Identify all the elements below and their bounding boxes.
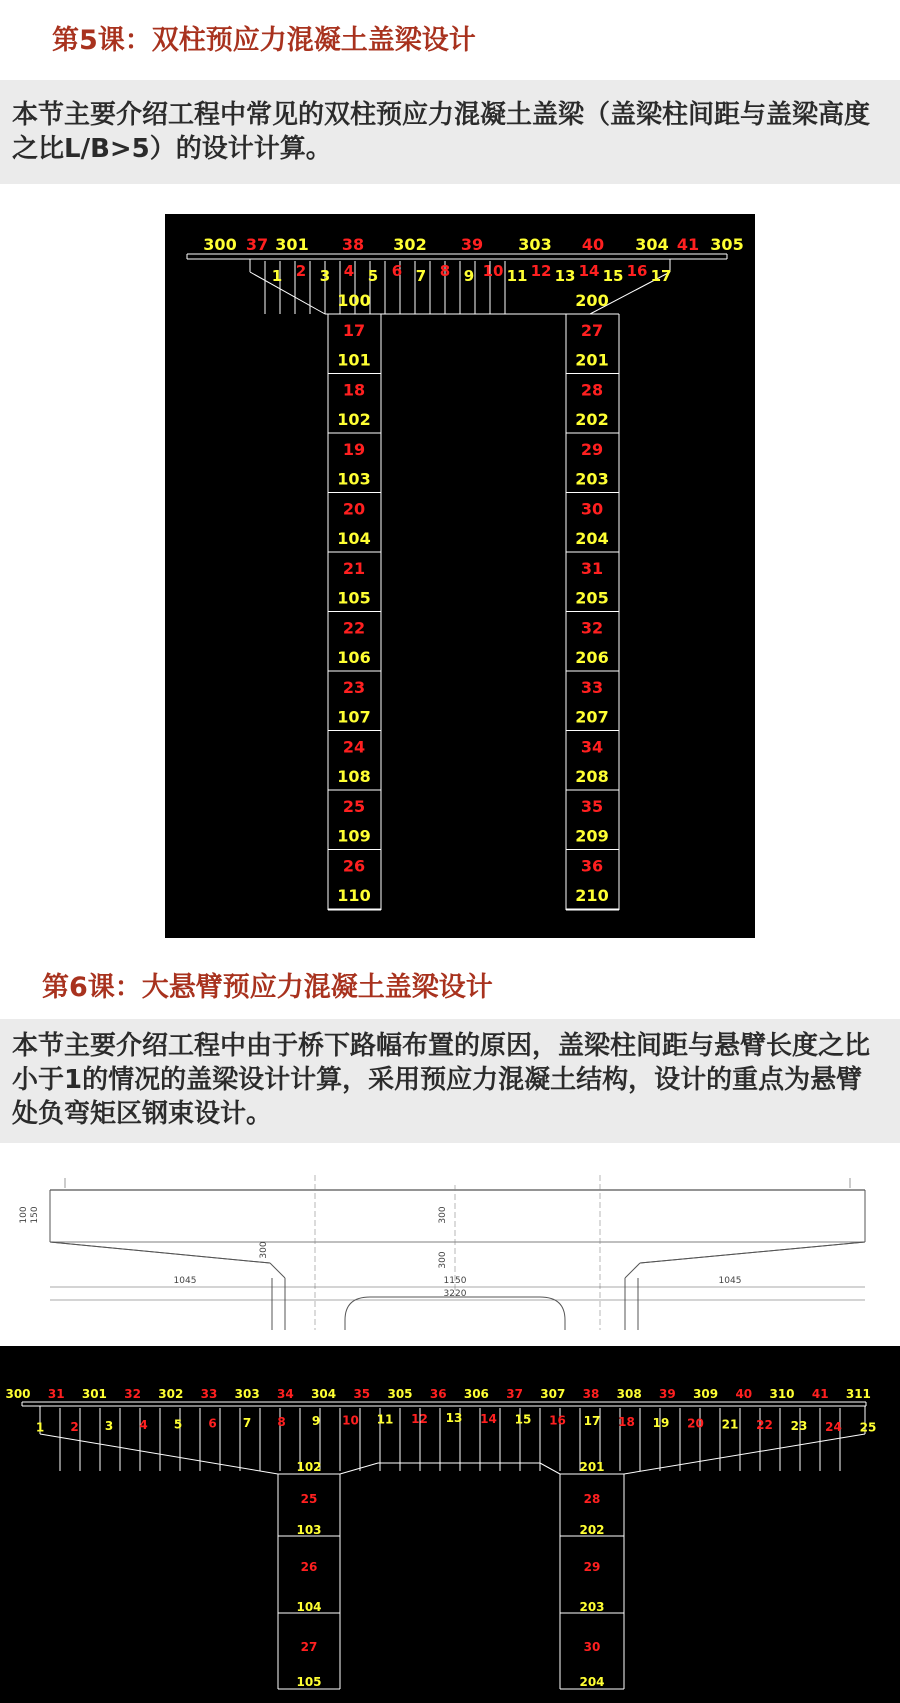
column-element-label: 25	[300, 1492, 318, 1506]
column-node-label: 207	[575, 707, 609, 727]
top-node-label: 310	[769, 1387, 795, 1401]
column-element-label: 35	[580, 797, 604, 816]
top-node-label: 300	[203, 235, 237, 254]
top-node-label: 41	[676, 235, 700, 254]
column-node-label: 209	[575, 826, 609, 846]
column-element-label: 27	[580, 321, 604, 340]
column-element-label: 30	[583, 1640, 601, 1654]
top-node-label: 35	[353, 1387, 371, 1401]
beam-element-label: 15	[602, 267, 624, 285]
column-element-label: 28	[583, 1492, 601, 1506]
beam-element-label: 19	[652, 1415, 670, 1430]
beam-element-label: 4	[139, 1418, 148, 1433]
cantilever-capbeam-drawing-figure	[0, 1160, 900, 1330]
beam-element-label: 25	[859, 1420, 877, 1435]
beam-element-label: 3	[319, 267, 331, 285]
top-node-label: 306	[463, 1387, 489, 1401]
beam-element-label: 11	[506, 267, 528, 285]
column-node-label: 101	[337, 350, 371, 370]
top-node-label: 38	[582, 1387, 600, 1401]
beam-element-label: 16	[549, 1413, 566, 1428]
beam-element-label: 21	[721, 1417, 739, 1432]
drawing-line	[50, 1242, 270, 1263]
top-node-label: 32	[124, 1387, 141, 1401]
column-node-label: 206	[575, 648, 609, 667]
beam-element-label: 4	[343, 262, 355, 280]
beam-element-label: 12	[411, 1411, 428, 1426]
drawing-arch	[345, 1297, 565, 1330]
beam-element-label: 1	[35, 1420, 45, 1435]
beam-element-label: 17	[583, 1414, 601, 1429]
beam-element-label: 3	[104, 1419, 114, 1433]
beam-element-label: 13	[445, 1411, 463, 1425]
beam-element-label: 2	[70, 1419, 79, 1434]
lesson5-description: 本节主要介绍工程中常见的双柱预应力混凝土盖梁（盖梁柱间距与盖梁高度之比L/B>5）的设计计算。	[0, 80, 900, 184]
beam-element-label: 15	[514, 1412, 532, 1427]
column-node-label: 106	[337, 648, 371, 667]
beam-element-label: 7	[242, 1415, 252, 1430]
beam-element-label: 18	[618, 1415, 635, 1429]
column-element-label: 32	[580, 618, 604, 638]
column-node-label: 104	[337, 529, 371, 548]
top-node-label: 307	[540, 1387, 566, 1401]
column-node-label: 202	[579, 1523, 605, 1537]
column-element-label: 20	[342, 499, 366, 519]
top-node-label: 40	[735, 1387, 753, 1401]
top-node-label: 33	[200, 1387, 218, 1401]
column-node-label: 204	[579, 1675, 605, 1689]
top-node-label: 304	[635, 235, 669, 254]
beam-element-label: 7	[415, 267, 427, 285]
column-node-label: 103	[337, 469, 371, 489]
top-node-label: 39	[460, 235, 484, 254]
dimension-label: 100	[19, 1206, 29, 1224]
drawing-line	[270, 1263, 285, 1278]
beam-element-label: 11	[376, 1412, 394, 1427]
column-element-label: 36	[580, 856, 604, 876]
column-node-label: 105	[296, 1675, 322, 1689]
beam-element-label: 13	[554, 267, 576, 285]
column-node-label: 105	[337, 588, 371, 608]
beam-element-label: 5	[173, 1417, 183, 1432]
column-node-label: 109	[337, 826, 371, 846]
top-node-label: 39	[659, 1387, 676, 1401]
top-node-label: 31	[47, 1387, 65, 1401]
beam-element-label: 5	[367, 267, 379, 285]
column-element-label: 34	[580, 737, 604, 757]
top-node-label: 311	[845, 1387, 871, 1401]
column-element-label: 18	[342, 380, 366, 400]
top-node-label: 303	[518, 235, 552, 254]
beam-element-label: 14	[480, 1411, 497, 1426]
double-column-capbeam-model-figure	[165, 214, 755, 938]
beam-element-label: 6	[208, 1416, 217, 1431]
beam-element-label: 22	[756, 1418, 773, 1433]
column-node-label: 203	[579, 1600, 605, 1614]
beam-element-label: 9	[463, 267, 475, 285]
top-node-label: 303	[234, 1387, 260, 1401]
drawing-line	[640, 1242, 865, 1263]
lesson5-title: 第5课：双柱预应力混凝土盖梁设计	[52, 25, 476, 56]
column-node-label: 100	[337, 291, 371, 310]
column-node-label: 201	[575, 350, 609, 370]
beam-element-label: 10	[482, 262, 504, 280]
dimension-label: 300	[438, 1251, 448, 1269]
top-node-label: 41	[811, 1387, 829, 1401]
column-element-label: 29	[583, 1560, 601, 1574]
top-node-label: 301	[275, 235, 309, 254]
column-node-label: 201	[579, 1460, 605, 1474]
beam-element-label: 20	[687, 1416, 704, 1431]
top-node-label: 304	[311, 1387, 337, 1401]
beam-element-label: 23	[790, 1419, 808, 1433]
column-node-label: 203	[575, 469, 609, 489]
column-element-label: 27	[300, 1640, 318, 1654]
column-node-label: 102	[296, 1460, 322, 1474]
column-node-label: 205	[575, 588, 609, 608]
beam-element-label: 12	[530, 262, 552, 280]
column-node-label: 102	[337, 410, 371, 429]
beam-element-label: 9	[311, 1414, 321, 1429]
dimension-label: 1150	[443, 1276, 467, 1286]
column-node-label: 104	[296, 1600, 322, 1614]
top-node-label: 300	[5, 1387, 31, 1401]
dimension-label: 1045	[173, 1276, 197, 1286]
column-element-label: 19	[342, 440, 366, 459]
lesson6-description: 本节主要介绍工程中由于桥下路幅布置的原因，盖梁柱间距与悬臂长度之比小于1的情况的盖梁设计计算，采用预应力混凝土结构，设计的重点为悬臂处负弯矩区钢束设计。	[0, 1019, 900, 1143]
dimension-label: 3220	[443, 1289, 467, 1299]
top-node-label: 301	[81, 1387, 107, 1401]
beam-element-label: 16	[626, 262, 648, 280]
dimension-label: 1045	[718, 1276, 742, 1286]
top-node-label: 302	[393, 235, 427, 254]
figure-background	[165, 214, 755, 938]
column-element-label: 28	[580, 380, 604, 400]
cantilever-capbeam-model-figure	[0, 1346, 900, 1703]
column-node-label: 202	[575, 410, 609, 429]
top-node-label: 37	[245, 235, 269, 254]
column-element-label: 17	[342, 321, 366, 340]
column-element-label: 30	[580, 499, 604, 519]
column-element-label: 26	[300, 1560, 318, 1574]
top-node-label: 37	[506, 1387, 523, 1401]
top-node-label: 36	[429, 1387, 447, 1401]
column-element-label: 23	[342, 678, 366, 697]
column-node-label: 103	[296, 1523, 322, 1537]
column-element-label: 29	[580, 440, 604, 459]
column-element-label: 24	[342, 737, 366, 757]
column-node-label: 107	[337, 707, 371, 727]
beam-element-label: 8	[277, 1415, 286, 1429]
column-node-label: 200	[575, 291, 609, 310]
beam-element-label: 10	[342, 1413, 359, 1428]
dimension-label: 300	[438, 1206, 448, 1224]
beam-element-label: 14	[578, 262, 600, 280]
column-element-label: 26	[342, 856, 366, 876]
top-node-label: 34	[277, 1387, 294, 1401]
beam-element-label: 6	[391, 262, 403, 280]
top-node-label: 38	[341, 235, 365, 254]
lesson6-title: 第6课：大悬臂预应力混凝土盖梁设计	[42, 972, 493, 1003]
column-element-label: 21	[342, 559, 366, 578]
dimension-label: 300	[259, 1241, 269, 1259]
column-node-label: 108	[337, 767, 371, 786]
column-node-label: 208	[575, 767, 609, 786]
beam-element-label: 8	[439, 262, 451, 280]
top-node-label: 40	[581, 235, 605, 254]
column-element-label: 31	[580, 559, 604, 578]
column-element-label: 22	[342, 618, 366, 638]
dimension-label: 150	[30, 1206, 40, 1224]
top-node-label: 302	[158, 1387, 184, 1401]
drawing-line	[625, 1263, 640, 1278]
beam-element-label: 17	[650, 267, 672, 285]
beam-element-label: 24	[825, 1419, 842, 1434]
beam-element-label: 2	[295, 262, 307, 280]
top-node-label: 309	[693, 1387, 719, 1401]
column-node-label: 110	[337, 886, 371, 905]
beam-element-label: 1	[271, 267, 283, 285]
top-node-label: 308	[616, 1387, 642, 1401]
column-element-label: 25	[342, 797, 366, 816]
top-node-label: 305	[387, 1387, 413, 1401]
column-node-label: 204	[575, 529, 609, 548]
top-node-label: 305	[710, 235, 744, 254]
column-node-label: 210	[575, 886, 609, 905]
column-element-label: 33	[580, 678, 604, 697]
